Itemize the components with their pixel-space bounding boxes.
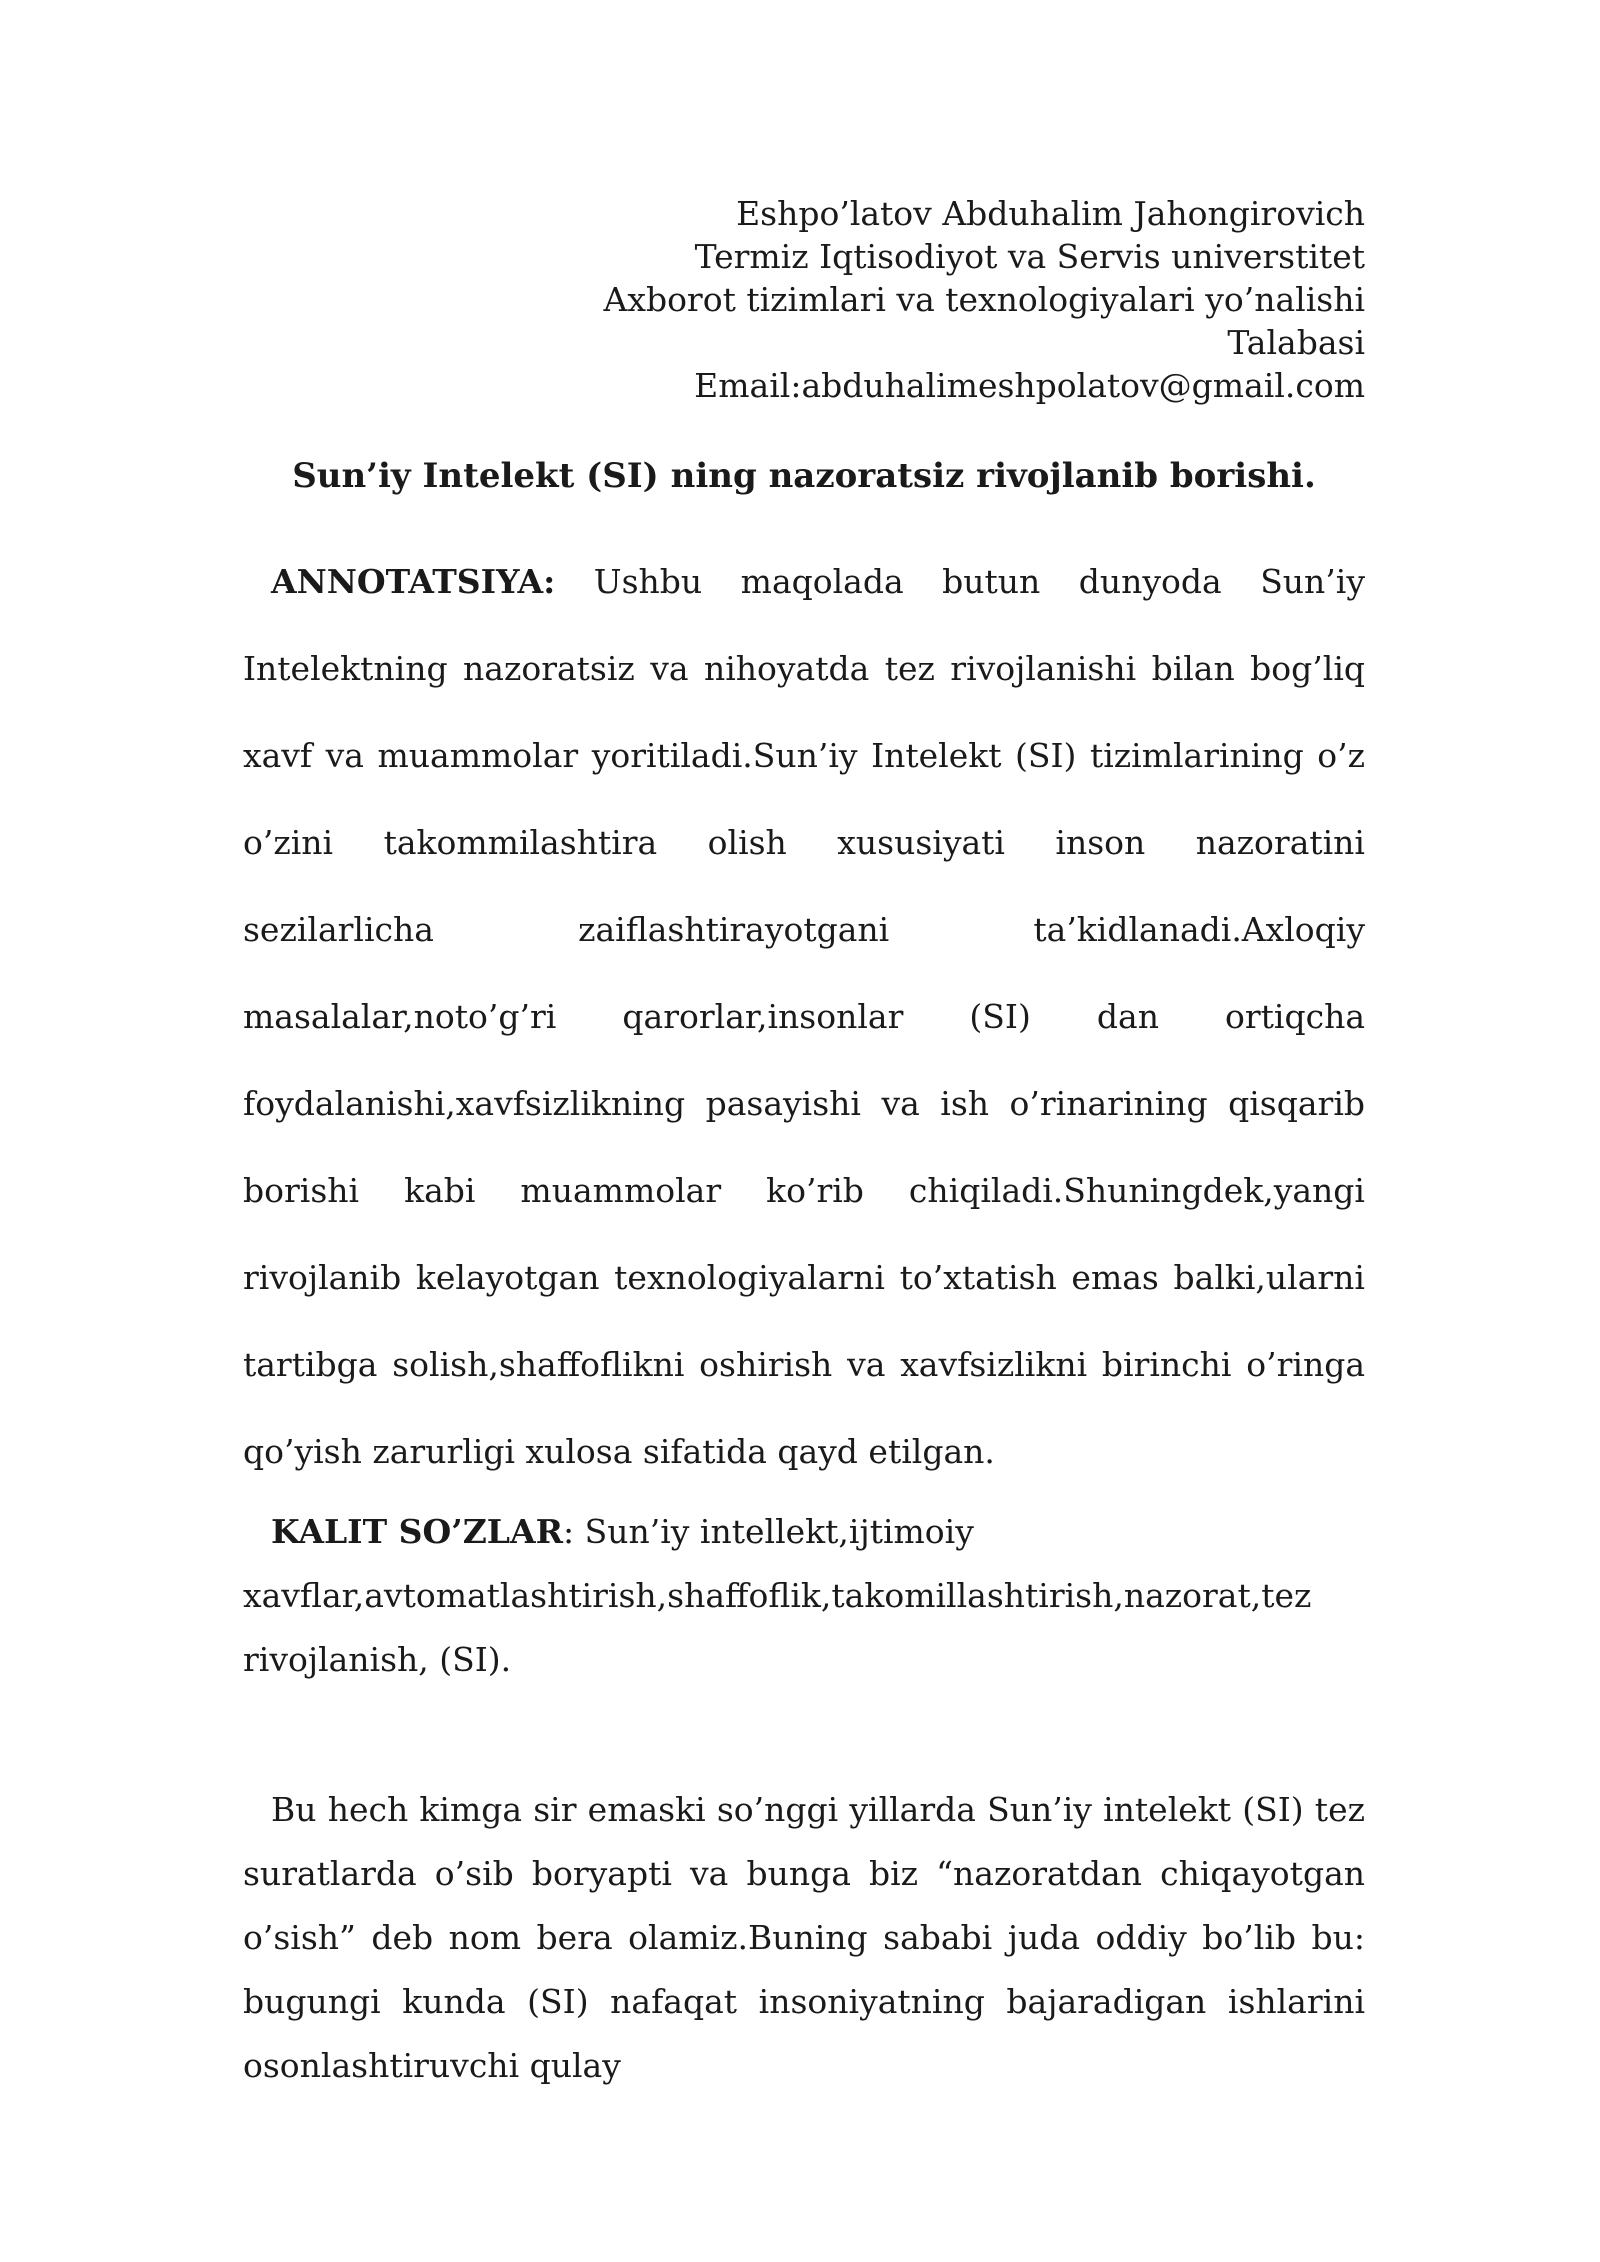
author-name: Eshpo’latov Abduhalim Jahongirovich <box>736 194 1365 233</box>
author-email: Email:abduhalimeshpolatov@gmail.com <box>694 366 1365 405</box>
paper-title: Sun’iy Intelekt (SI) ning nazoratsiz rivojlanib borishi. <box>292 456 1316 496</box>
keywords-text: : Sun’iy intellekt,ijtimoiy xavflar,avtomatlashtirish,shaffoflik,takomillashtirish,nazorat,tez rivojlanish, (SI). <box>243 1512 1312 1679</box>
abstract <box>243 538 1365 1495</box>
author-university: Termiz Iqtisodiyot va Servis universtitet <box>694 237 1365 276</box>
author-status: Talabasi <box>1227 323 1365 362</box>
body-paragraph: Bu hech kimga sir emaski so’nggi yillarda Sun’iy intelekt (SI) tez suratlarda o’sib boryapti va bunga biz “nazoratdan chiqayotgan o’sish” deb nom bera olamiz.Buning sababi juda oddiy bo’lib bu: bugungi kunda (SI) nafaqat insoniyatning bajaradigan ishlarini osonlashtiruvchi qulay <box>243 1790 1365 2085</box>
keywords-label: KALIT SO’ZLAR <box>271 1512 564 1551</box>
author-info <box>600 192 1365 407</box>
keywords <box>243 1500 1312 1692</box>
abstract-label: ANNOTATSIYA: <box>271 562 556 601</box>
author-program: Axborot tizimlari va texnologiyalari yo’nalishi <box>603 280 1365 319</box>
abstract-text: Ushbu maqolada butun dunyoda Sun’iy Intelektning nazoratsiz va nihoyatda tez rivojlanishi bilan bog’liq xavf va muammolar yoritiladi.Sun’iy Intelekt (SI) tizimlarining o’z o’zini takommilashtira olish xususiyati inson nazoratini sezilarlicha zaiflashtirayotgani ta’kidlanadi.Axloqiy masalalar,noto’g’ri qarorlar,insonlar (SI) dan ortiqcha foydalanishi,xavfsizlikning pasayishi va ish o’rinarining qisqarib borishi kabi muammolar ko’rib chiqiladi.Shuningdek,yangi rivojlanib kelayotgan texnologiyalarni to’xtatish emas balki,ularni tartibga solish,shaffoflikni oshirish va xavfsizlikni birinchi o’ringa qo’yish zarurligi xulosa sifatida qayd etilgan. <box>243 562 1365 1471</box>
